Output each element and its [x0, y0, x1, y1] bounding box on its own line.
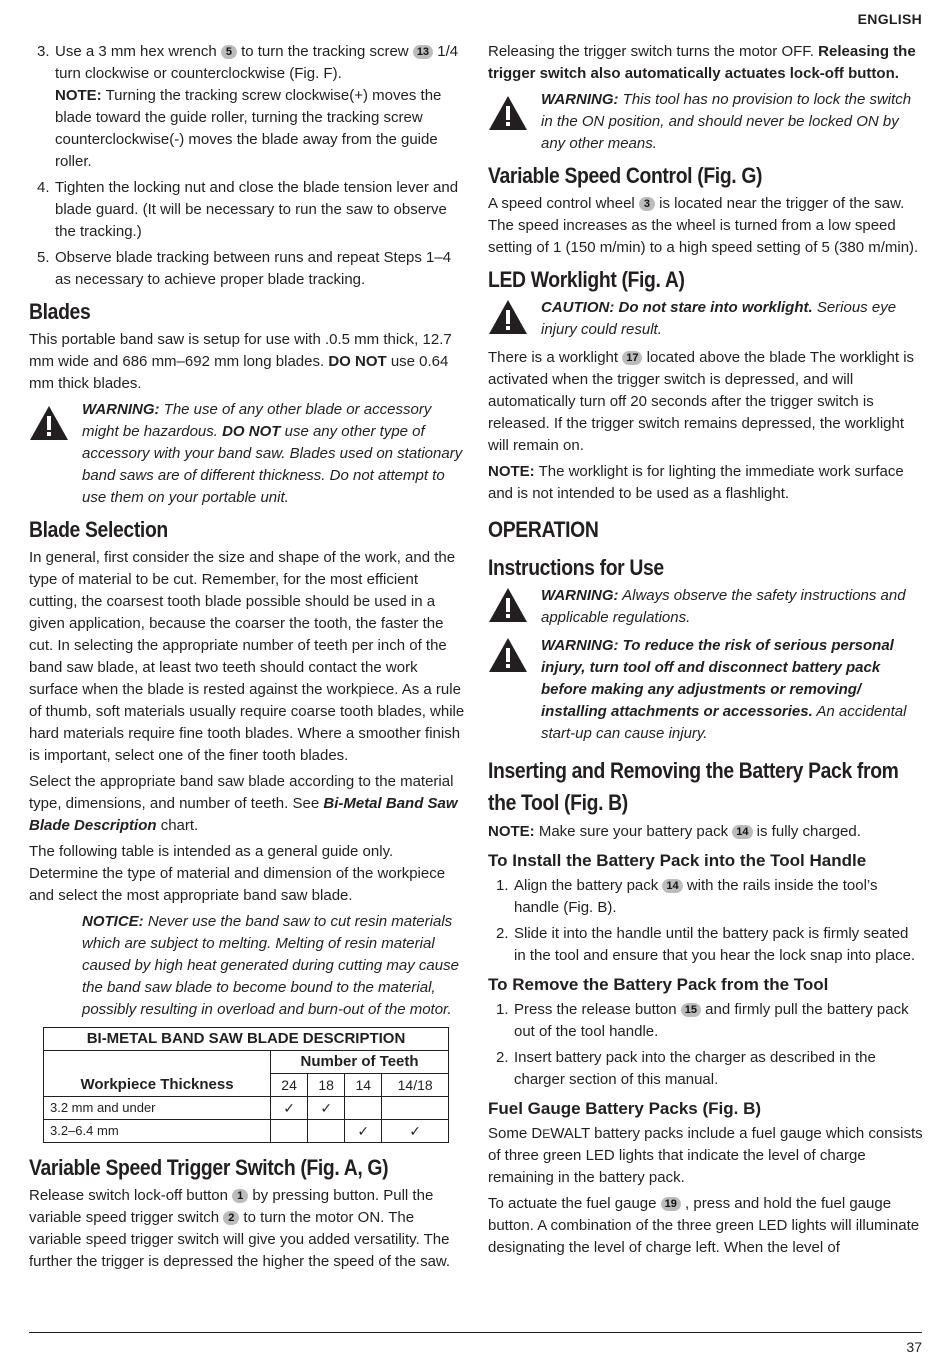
reference-badge: 14: [662, 879, 682, 893]
column-header: 14/18: [382, 1074, 449, 1097]
check-cell: [345, 1097, 382, 1120]
check-cell: [271, 1120, 308, 1143]
reference-badge: 5: [221, 45, 237, 59]
warning-icon: [488, 637, 528, 673]
fuel-gauge-paragraph: To actuate the fuel gauge 19 , press and hold the fuel gauge button. A combination of the three green LED lights will illuminate designating the level of charge left. When the level of: [488, 1195, 920, 1256]
list-item: 2. Slide it into the handle until the battery pack is firmly seated in the tool and ensure that you hear the lock snap into place.: [496, 925, 916, 964]
step-number: 3.: [37, 43, 50, 60]
reference-badge: 2: [223, 1211, 239, 1225]
battery-heading: Inserting and Removing the Battery Pack from the Tool (Fig. B): [488, 758, 899, 815]
worklight-caution: CAUTION: Do not stare into worklight. Serious eye injury could result.: [488, 297, 924, 341]
step-text: Observe blade tracking between runs and repeat Steps 1–4 as necessary to achieve proper blade tracking.: [55, 249, 452, 288]
column-header: 24: [271, 1074, 308, 1097]
reference-badge: 13: [413, 45, 433, 59]
speed-control-heading: Variable Speed Control (Fig. G): [488, 163, 763, 188]
remove-battery-heading: To Remove the Battery Pack from the Tool: [488, 975, 829, 994]
check-cell: ✓: [308, 1097, 345, 1120]
battery-note: NOTE: Make sure your battery pack 14 is fully charged.: [488, 823, 861, 840]
step-text: to turn the tracking screw: [236, 43, 413, 60]
install-steps: [488, 875, 924, 967]
install-battery-heading: To Install the Battery Pack into the Tool Handle: [488, 851, 867, 870]
worklight-heading: LED Worklight (Fig. A): [488, 267, 685, 292]
footer-rule: [29, 1332, 922, 1333]
check-cell: ✓: [382, 1120, 449, 1143]
reference-badge: 1: [232, 1189, 248, 1203]
row-label: 3.2 mm and under: [44, 1097, 271, 1120]
selection-paragraph: In general, first consider the size and shape of the work, and the type of material to be cut. Remember, for the most efficient cutting, the coarsest tooth blade possible should be used in a given application, because the coarser the tooth, the faster the cut. In selecting the appropriate number of teeth per inch of the band saw blade, at least two teeth should contact the work surface when the blade is rested against the workpiece. As a rule of thumb, soft materials usually require coarse tooth blades, while hard materials require fine tooth blades. Where a smoother finish is important, select one of the finer tooth blades.: [29, 549, 465, 764]
check-cell: ✓: [271, 1097, 308, 1120]
column-header: 18: [308, 1074, 345, 1097]
selection-paragraph: Select the appropriate band saw blade according to the material type, dimensions, and number of teeth. See Bi-Metal Band Saw Blade Description chart.: [29, 773, 458, 834]
list-item: [29, 247, 465, 291]
worklight-paragraph: There is a worklight 17 located above the blade The worklight is activated when the trigger switch is depressed, and will automatically turn off 20 seconds after the trigger switch is released. If the trigger switch remains depressed, the worklight will remain on.: [488, 349, 915, 454]
speed-control-paragraph: A speed control wheel 3 is located near the trigger of the saw. The speed increases as the wheel is turned from a low speed setting of 1 (150 m/min) to a high speed setting of 5 (380 m/min).: [488, 195, 919, 256]
instructions-heading: Instructions for Use: [488, 555, 664, 580]
worklight-note: NOTE: The worklight is for lighting the immediate work surface and is not intended to be used as a flashlight.: [488, 463, 904, 502]
reference-badge: 3: [639, 197, 655, 211]
trigger-paragraph: Release switch lock-off button 1 by pressing button. Pull the variable speed trigger switch 2 to turn the motor ON. The variable speed trigger switch will give you added versatility. The further the trigger is depressed the higher the speed of the saw.: [29, 1187, 451, 1270]
list-item: [29, 41, 465, 173]
lock-warning: WARNING: This tool has no provision to lock the switch in the ON position, and should never be locked ON by any other means.: [488, 89, 924, 155]
teeth-header: Number of Teeth: [271, 1051, 449, 1074]
fuel-gauge-heading: Fuel Gauge Battery Packs (Fig. B): [488, 1099, 762, 1118]
warning-icon: [29, 405, 69, 441]
reference-badge: 19: [661, 1197, 681, 1211]
list-item: 1. Align the battery pack 14 with the rails inside the tool’s handle (Fig. B).: [496, 877, 878, 916]
note-label: NOTE:: [55, 87, 102, 104]
table-title: BI-METAL BAND SAW BLADE DESCRIPTION: [44, 1028, 449, 1051]
table-row: [44, 1074, 449, 1097]
blades-heading: Blades: [29, 299, 91, 324]
column-header: 14: [345, 1074, 382, 1097]
reference-badge: 17: [622, 351, 642, 365]
safety-warning: WARNING: Always observe the safety instructions and applicable regulations.: [488, 585, 924, 629]
right-column: [488, 41, 924, 1263]
blades-paragraph: This portable band saw is setup for use with .0.5 mm thick, 12.7 mm wide and 686 mm–692 mm long blades. DO NOT use 0.64 mm thick blades.: [29, 331, 452, 392]
step-text: Use a 3 mm hex wrench: [55, 43, 221, 60]
list-item: 1. Press the release button 15 and firmly pull the battery pack out of the tool handle.: [496, 1001, 909, 1040]
fuel-gauge-paragraph: Some DEWALT battery packs include a fuel gauge which consists of three green LED lights that indicate the level of charge remaining in the battery pack.: [488, 1125, 923, 1186]
trigger-release-paragraph: Releasing the trigger switch turns the motor OFF. Releasing the trigger switch also automatically actuates lock-off button.: [488, 43, 916, 82]
page-number: 37: [906, 1339, 922, 1355]
resin-notice: NOTICE: Never use the band saw to cut resin materials which are subject to melting. Melting of resin material caused by high heat generated during cutting may cause the band saw blade to become bound to the material, possibly resulting in overload and burn-out of the motor.: [82, 913, 459, 1018]
reference-badge: 15: [681, 1003, 701, 1017]
note-text: Turning the tracking screw clockwise(+) moves the blade toward the guide roller, turning the tracking screw counterclockwise(-) moves the blade away from the guide roller.: [55, 87, 442, 170]
left-column: [29, 41, 465, 1277]
warning-icon: [488, 95, 528, 131]
list-item: 2. Insert battery pack into the charger as described in the charger section of this manual.: [496, 1049, 876, 1088]
table-row: [44, 1120, 449, 1143]
list-item: [29, 177, 465, 243]
remove-steps: [488, 999, 924, 1091]
table-row: [44, 1097, 449, 1120]
warning-icon: [488, 299, 528, 335]
reference-badge: 14: [732, 825, 752, 839]
blade-description-table: [43, 1027, 449, 1143]
blades-warning: WARNING: The use of any other blade or accessory might be hazardous. DO NOT use any other type of accessory with your band saw. Blades used on stationary band saws are of different thickness. Do not attempt to use them on your portable unit.: [29, 399, 465, 509]
check-cell: ✓: [345, 1120, 382, 1143]
step-text: Tighten the locking nut and close the blade tension lever and blade guard. (It will be necessary to run the saw to observe the tracking.): [55, 179, 459, 240]
thickness-header: Workpiece Thickness: [44, 1074, 271, 1097]
step-text: 1/4 turn clockwise or counterclockwise (Fig. F).: [55, 43, 459, 82]
selection-paragraph: The following table is intended as a general guide only. Determine the type of material and dimension of the workpiece and select the most appropriate band saw blade.: [29, 843, 446, 904]
operation-heading: OPERATION: [488, 517, 599, 542]
tracking-steps: [29, 41, 465, 291]
warning-icon: [488, 587, 528, 623]
check-cell: [308, 1120, 345, 1143]
blade-selection-heading: Blade Selection: [29, 517, 168, 542]
injury-warning: WARNING: To reduce the risk of serious personal injury, turn tool off and disconnect battery pack before making any adjustments or removing/ installing attachments or accessories. An accidental start-up can cause injury.: [488, 635, 924, 745]
trigger-switch-heading: Variable Speed Trigger Switch (Fig. A, G): [29, 1155, 389, 1180]
step-number: 5.: [37, 249, 50, 266]
row-label: 3.2–6.4 mm: [44, 1120, 271, 1143]
language-header: ENGLISH: [857, 11, 922, 27]
check-cell: [382, 1097, 449, 1120]
step-number: 4.: [37, 179, 50, 196]
